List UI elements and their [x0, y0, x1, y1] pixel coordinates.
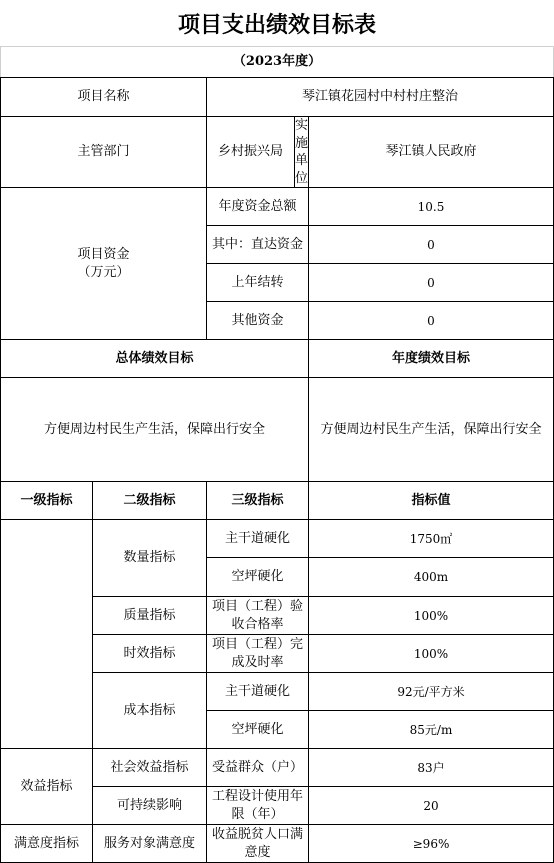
funds-label-line2: （万元）	[77, 264, 130, 280]
cost-indicator-label: 成本指标	[93, 673, 207, 749]
service-satisfaction-label: 服务对象满意度	[93, 825, 207, 863]
quantity-indicator-label: 数量指标	[93, 520, 207, 597]
table-row	[1, 520, 554, 558]
impl-label: 实施单位	[294, 118, 308, 186]
funds-item-value: 10.5	[309, 188, 554, 226]
level3-name: 项目（工程）完成及时率	[207, 635, 309, 673]
table-row	[1, 749, 554, 787]
funds-item-value: 0	[309, 264, 554, 302]
overall-goal-header: 总体绩效目标	[1, 340, 309, 378]
year-label: （2023年度）	[1, 47, 554, 78]
timeliness-indicator-label: 时效指标	[93, 635, 207, 673]
overall-goal-text: 方便周边村民生产生活，保障出行安全	[1, 378, 309, 482]
performance-table	[0, 46, 554, 863]
funds-item-label: 年度资金总额	[207, 188, 309, 226]
level2-header: 二级指标	[93, 482, 207, 520]
social-benefit-label: 社会效益指标	[93, 749, 207, 787]
table-row	[1, 825, 554, 863]
level1-header: 一级指标	[1, 482, 93, 520]
dept-label: 主管部门	[1, 117, 207, 188]
annual-goal-text: 方便周边村民生产生活，保障出行安全	[309, 378, 554, 482]
indicator-value: 85元/m	[309, 711, 554, 749]
indicator-value: 1750㎡	[309, 520, 554, 558]
indicator-header-row	[1, 482, 554, 520]
funds-item-label: 其中：直达资金	[207, 226, 309, 264]
year-row	[1, 47, 554, 78]
level3-name: 空坪硬化	[207, 711, 309, 749]
dept-value-text: 乡村振兴局	[207, 117, 295, 187]
value-header: 指标值	[309, 482, 554, 520]
dept-row	[1, 117, 554, 188]
indicator-value: 100%	[309, 597, 554, 635]
output-indicator-cell	[1, 520, 93, 749]
benefit-indicator-label: 效益指标	[1, 749, 93, 825]
project-name-value: 琴江镇花园村中村村庄整治	[207, 78, 554, 117]
goals-header-row	[1, 340, 554, 378]
funds-item-value: 0	[309, 226, 554, 264]
goals-text-row	[1, 378, 554, 482]
level3-name: 工程设计使用年限（年）	[207, 787, 309, 825]
project-name-label: 项目名称	[1, 78, 207, 117]
level3-name: 主干道硬化	[207, 520, 309, 558]
funds-item-label: 上年结转	[207, 264, 309, 302]
indicator-value: 20	[309, 787, 554, 825]
quality-indicator-label: 质量指标	[93, 597, 207, 635]
funds-item-value: 0	[309, 302, 554, 340]
impl-value: 琴江镇人民政府	[309, 117, 554, 188]
satisfaction-indicator-label: 满意度指标	[1, 825, 93, 863]
funds-label-line1: 项目资金	[77, 247, 130, 263]
indicator-value: 100%	[309, 635, 554, 673]
level3-name: 空坪硬化	[207, 558, 309, 597]
funds-item-label: 其他资金	[207, 302, 309, 340]
funds-label	[1, 188, 207, 340]
level3-name: 项目（工程）验收合格率	[207, 597, 309, 635]
project-name-row	[1, 78, 554, 117]
indicator-value: 83户	[309, 749, 554, 787]
funds-row-total	[1, 188, 554, 226]
indicator-value: ≥96%	[309, 825, 554, 863]
annual-goal-header: 年度绩效目标	[309, 340, 554, 378]
level3-name: 主干道硬化	[207, 673, 309, 711]
page-title: 项目支出绩效目标表	[177, 11, 376, 38]
level3-name: 受益群众（户）	[207, 749, 309, 787]
level3-header: 三级指标	[207, 482, 309, 520]
level3-name: 收益脱贫人口满意度	[207, 825, 309, 863]
indicator-value: 92元/平方米	[309, 673, 554, 711]
sustainability-label: 可持续影响	[93, 787, 207, 825]
dept-value	[207, 117, 309, 188]
indicator-value: 400m	[309, 558, 554, 597]
